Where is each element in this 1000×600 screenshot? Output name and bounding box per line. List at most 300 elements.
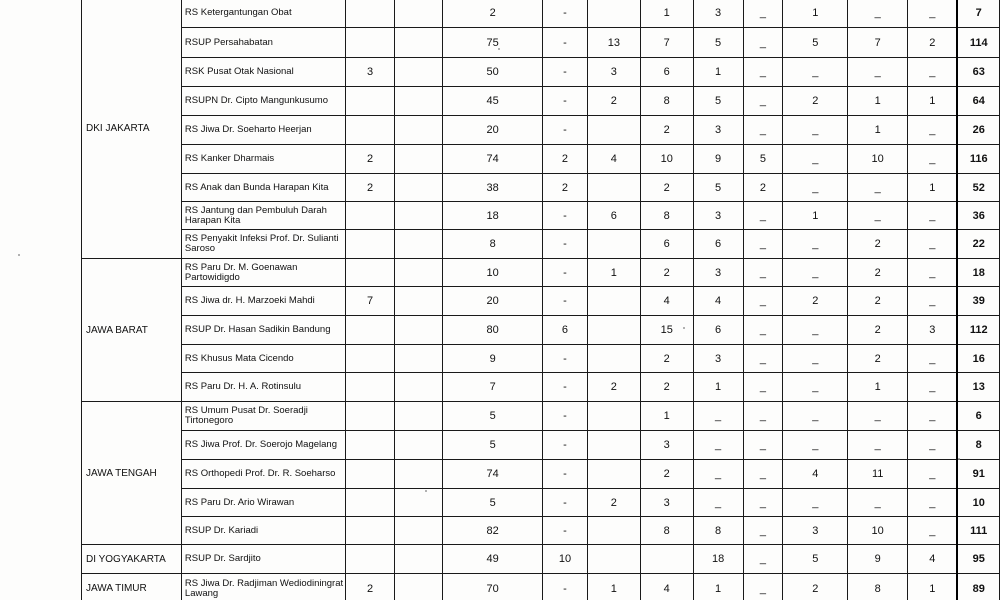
value-cell-col-1 xyxy=(345,345,395,373)
value-cell-col-11: _ xyxy=(908,230,958,259)
table-row xyxy=(82,517,1000,545)
value-cell-col-11: _ xyxy=(908,402,958,431)
value-cell-col-8: 5 xyxy=(743,145,783,174)
value-cell-col-1: 2 xyxy=(345,174,395,202)
value-cell-col-10: _ xyxy=(848,202,908,230)
total-cell: 112 xyxy=(957,316,999,345)
value-cell-col-7: _ xyxy=(693,431,743,460)
value-cell-col-3: 5 xyxy=(443,402,543,431)
value-cell-col-7: 3 xyxy=(693,202,743,230)
value-cell-col-10: _ xyxy=(848,174,908,202)
total-cell: 7 xyxy=(957,0,999,28)
value-cell-col-7: 3 xyxy=(693,345,743,373)
value-cell-col-8: _ xyxy=(743,345,783,373)
value-cell-col-7: 18 xyxy=(693,545,743,574)
value-cell-col-5: 3 xyxy=(587,58,640,87)
value-cell-col-9: 4 xyxy=(783,460,848,489)
hospital-name-cell: RS Anak dan Bunda Harapan Kita xyxy=(181,174,345,202)
value-cell-col-5 xyxy=(587,0,640,28)
value-cell-col-2 xyxy=(395,517,443,545)
value-cell-col-3: 20 xyxy=(443,287,543,316)
value-cell-col-1 xyxy=(345,431,395,460)
value-cell-col-7: _ xyxy=(693,460,743,489)
value-cell-col-1 xyxy=(345,373,395,402)
value-cell-col-9: 2 xyxy=(783,574,848,600)
value-cell-col-1: 2 xyxy=(345,145,395,174)
total-cell: 36 xyxy=(957,202,999,230)
value-cell-col-7: 8 xyxy=(693,517,743,545)
table-row xyxy=(82,345,1000,373)
hospital-name-cell: RS Penyakit Infeksi Prof. Dr. Sulianti Saroso xyxy=(181,230,345,259)
value-cell-col-9: 2 xyxy=(783,287,848,316)
value-cell-col-8: _ xyxy=(743,259,783,287)
value-cell-col-6: 7 xyxy=(640,28,693,58)
value-cell-col-6: 15 xyxy=(640,316,693,345)
hospital-name-cell: RSK Pusat Otak Nasional xyxy=(181,58,345,87)
hospital-name-cell: RSUP Dr. Kariadi xyxy=(181,517,345,545)
value-cell-col-5: 4 xyxy=(587,145,640,174)
value-cell-col-3: 50 xyxy=(443,58,543,87)
value-cell-col-1 xyxy=(345,28,395,58)
province-cell: JAWA TIMUR xyxy=(82,574,182,600)
value-cell-col-2 xyxy=(395,402,443,431)
value-cell-col-11: _ xyxy=(908,145,958,174)
value-cell-col-10: _ xyxy=(848,431,908,460)
value-cell-col-4: - xyxy=(543,402,588,431)
value-cell-col-3: 2 xyxy=(443,0,543,28)
value-cell-col-9: 1 xyxy=(783,0,848,28)
value-cell-col-3: 5 xyxy=(443,431,543,460)
scan-speck xyxy=(425,490,427,492)
value-cell-col-4: - xyxy=(543,373,588,402)
value-cell-col-8: _ xyxy=(743,28,783,58)
value-cell-col-4: - xyxy=(543,202,588,230)
value-cell-col-1 xyxy=(345,259,395,287)
table-row xyxy=(82,545,1000,574)
value-cell-col-11: _ xyxy=(908,489,958,517)
value-cell-col-5 xyxy=(587,517,640,545)
value-cell-col-2 xyxy=(395,28,443,58)
value-cell-col-7: 6 xyxy=(693,316,743,345)
hospital-name-cell: RSUP Persahabatan xyxy=(181,28,345,58)
value-cell-col-2 xyxy=(395,373,443,402)
total-cell: 114 xyxy=(957,28,999,58)
value-cell-col-4: - xyxy=(543,259,588,287)
value-cell-col-4: - xyxy=(543,58,588,87)
value-cell-col-6 xyxy=(640,545,693,574)
value-cell-col-4: 10 xyxy=(543,545,588,574)
value-cell-col-6: 1 xyxy=(640,402,693,431)
value-cell-col-11: _ xyxy=(908,345,958,373)
value-cell-col-10: 2 xyxy=(848,287,908,316)
hospital-name-cell: RS Paru Dr. H. A. Rotinsulu xyxy=(181,373,345,402)
value-cell-col-3: 10 xyxy=(443,259,543,287)
value-cell-col-1 xyxy=(345,489,395,517)
value-cell-col-5 xyxy=(587,316,640,345)
hospital-name-cell: RS Khusus Mata Cicendo xyxy=(181,345,345,373)
value-cell-col-8: _ xyxy=(743,87,783,116)
value-cell-col-6: 1 xyxy=(640,0,693,28)
value-cell-col-1: 3 xyxy=(345,58,395,87)
value-cell-col-1 xyxy=(345,230,395,259)
value-cell-col-2 xyxy=(395,58,443,87)
value-cell-col-5: 2 xyxy=(587,373,640,402)
value-cell-col-3: 7 xyxy=(443,373,543,402)
value-cell-col-11: 4 xyxy=(908,545,958,574)
value-cell-col-6: 2 xyxy=(640,259,693,287)
value-cell-col-5 xyxy=(587,345,640,373)
table-row xyxy=(82,230,1000,259)
value-cell-col-11: _ xyxy=(908,517,958,545)
value-cell-col-9: _ xyxy=(783,489,848,517)
value-cell-col-5 xyxy=(587,431,640,460)
value-cell-col-6: 8 xyxy=(640,202,693,230)
value-cell-col-7: 4 xyxy=(693,287,743,316)
table-row xyxy=(82,174,1000,202)
table-row xyxy=(82,28,1000,58)
value-cell-col-8: _ xyxy=(743,517,783,545)
value-cell-col-1 xyxy=(345,87,395,116)
value-cell-col-2 xyxy=(395,287,443,316)
value-cell-col-2 xyxy=(395,316,443,345)
province-cell: JAWA BARAT xyxy=(82,259,182,402)
value-cell-col-3: 5 xyxy=(443,489,543,517)
value-cell-col-11: _ xyxy=(908,373,958,402)
hospital-name-cell: RS Paru Dr. Ario Wirawan xyxy=(181,489,345,517)
value-cell-col-4: 6 xyxy=(543,316,588,345)
value-cell-col-5 xyxy=(587,174,640,202)
value-cell-col-2 xyxy=(395,116,443,145)
value-cell-col-1 xyxy=(345,517,395,545)
value-cell-col-11: _ xyxy=(908,287,958,316)
value-cell-col-4: 2 xyxy=(543,174,588,202)
scan-speck xyxy=(683,327,685,329)
table-row xyxy=(82,431,1000,460)
value-cell-col-2 xyxy=(395,574,443,600)
province-cell: DKI JAKARTA xyxy=(82,0,182,259)
table-row xyxy=(82,202,1000,230)
value-cell-col-3: 82 xyxy=(443,517,543,545)
value-cell-col-10: 9 xyxy=(848,545,908,574)
value-cell-col-10: 2 xyxy=(848,259,908,287)
value-cell-col-8: 2 xyxy=(743,174,783,202)
value-cell-col-6: 2 xyxy=(640,373,693,402)
value-cell-col-5: 2 xyxy=(587,87,640,116)
value-cell-col-8: _ xyxy=(743,402,783,431)
value-cell-col-3: 75 xyxy=(443,28,543,58)
total-cell: 13 xyxy=(957,373,999,402)
value-cell-col-11: 1 xyxy=(908,174,958,202)
value-cell-col-10: 1 xyxy=(848,87,908,116)
value-cell-col-3: 20 xyxy=(443,116,543,145)
value-cell-col-3: 80 xyxy=(443,316,543,345)
value-cell-col-6: 3 xyxy=(640,489,693,517)
value-cell-col-8: _ xyxy=(743,489,783,517)
value-cell-col-1 xyxy=(345,202,395,230)
value-cell-col-9: _ xyxy=(783,259,848,287)
table-row xyxy=(82,116,1000,145)
hospital-staff-table xyxy=(81,0,1000,600)
value-cell-col-8: _ xyxy=(743,574,783,600)
total-cell: 22 xyxy=(957,230,999,259)
value-cell-col-8: _ xyxy=(743,316,783,345)
table-row xyxy=(82,259,1000,287)
value-cell-col-7: 1 xyxy=(693,58,743,87)
value-cell-col-2 xyxy=(395,145,443,174)
value-cell-col-6: 2 xyxy=(640,460,693,489)
value-cell-col-3: 74 xyxy=(443,460,543,489)
value-cell-col-10: 11 xyxy=(848,460,908,489)
value-cell-col-6: 4 xyxy=(640,574,693,600)
total-cell: 10 xyxy=(957,489,999,517)
value-cell-col-9: _ xyxy=(783,174,848,202)
value-cell-col-4: - xyxy=(543,460,588,489)
hospital-name-cell: RS Umum Pusat Dr. Soeradji Tirtonegoro xyxy=(181,402,345,431)
value-cell-col-6: 10 xyxy=(640,145,693,174)
value-cell-col-1 xyxy=(345,460,395,489)
value-cell-col-5: 1 xyxy=(587,574,640,600)
value-cell-col-2 xyxy=(395,230,443,259)
value-cell-col-3: 49 xyxy=(443,545,543,574)
value-cell-col-5: 1 xyxy=(587,259,640,287)
value-cell-col-9: _ xyxy=(783,145,848,174)
value-cell-col-2 xyxy=(395,345,443,373)
hospital-name-cell: RS Orthopedi Prof. Dr. R. Soeharso xyxy=(181,460,345,489)
value-cell-col-11: _ xyxy=(908,431,958,460)
hospital-name-cell: RSUPN Dr. Cipto Mangunkusumo xyxy=(181,87,345,116)
value-cell-col-1 xyxy=(345,0,395,28)
value-cell-col-7: 3 xyxy=(693,0,743,28)
value-cell-col-7: 6 xyxy=(693,230,743,259)
value-cell-col-11: 2 xyxy=(908,28,958,58)
value-cell-col-10: 1 xyxy=(848,116,908,145)
value-cell-col-11: _ xyxy=(908,116,958,145)
value-cell-col-7: 3 xyxy=(693,259,743,287)
value-cell-col-6: 8 xyxy=(640,87,693,116)
value-cell-col-5: 2 xyxy=(587,489,640,517)
total-cell: 89 xyxy=(957,574,999,600)
value-cell-col-9: _ xyxy=(783,116,848,145)
value-cell-col-11: 1 xyxy=(908,574,958,600)
value-cell-col-6: 6 xyxy=(640,58,693,87)
value-cell-col-7: 3 xyxy=(693,116,743,145)
province-cell: DI YOGYAKARTA xyxy=(82,545,182,574)
value-cell-col-8: _ xyxy=(743,431,783,460)
value-cell-col-3: 45 xyxy=(443,87,543,116)
value-cell-col-2 xyxy=(395,259,443,287)
value-cell-col-1 xyxy=(345,545,395,574)
value-cell-col-5 xyxy=(587,545,640,574)
value-cell-col-4: 2 xyxy=(543,145,588,174)
value-cell-col-10: 2 xyxy=(848,316,908,345)
value-cell-col-7: 9 xyxy=(693,145,743,174)
scan-speck xyxy=(958,458,960,460)
total-cell: 8 xyxy=(957,431,999,460)
value-cell-col-11: _ xyxy=(908,460,958,489)
value-cell-col-4: - xyxy=(543,28,588,58)
value-cell-col-2 xyxy=(395,489,443,517)
table-row xyxy=(82,0,1000,28)
value-cell-col-2 xyxy=(395,431,443,460)
table-row xyxy=(82,316,1000,345)
value-cell-col-11: _ xyxy=(908,202,958,230)
value-cell-col-3: 70 xyxy=(443,574,543,600)
value-cell-col-1 xyxy=(345,116,395,145)
value-cell-col-3: 38 xyxy=(443,174,543,202)
value-cell-col-7: 5 xyxy=(693,174,743,202)
value-cell-col-5: 6 xyxy=(587,202,640,230)
value-cell-col-4: - xyxy=(543,517,588,545)
value-cell-col-2 xyxy=(395,174,443,202)
value-cell-col-8: _ xyxy=(743,373,783,402)
scan-speck xyxy=(18,254,20,256)
value-cell-col-9: 1 xyxy=(783,202,848,230)
value-cell-col-7: 1 xyxy=(693,574,743,600)
value-cell-col-11: _ xyxy=(908,0,958,28)
hospital-name-cell: RS Jiwa dr. H. Marzoeki Mahdi xyxy=(181,287,345,316)
value-cell-col-11: 1 xyxy=(908,87,958,116)
value-cell-col-5 xyxy=(587,287,640,316)
value-cell-col-5 xyxy=(587,116,640,145)
value-cell-col-10: _ xyxy=(848,58,908,87)
table-row xyxy=(82,145,1000,174)
value-cell-col-7: _ xyxy=(693,402,743,431)
table-row xyxy=(82,58,1000,87)
value-cell-col-9: 2 xyxy=(783,87,848,116)
value-cell-col-9: _ xyxy=(783,230,848,259)
total-cell: 116 xyxy=(957,145,999,174)
value-cell-col-10: _ xyxy=(848,0,908,28)
value-cell-col-4: - xyxy=(543,489,588,517)
value-cell-col-8: _ xyxy=(743,460,783,489)
value-cell-col-3: 74 xyxy=(443,145,543,174)
value-cell-col-8: _ xyxy=(743,58,783,87)
value-cell-col-5 xyxy=(587,230,640,259)
value-cell-col-8: _ xyxy=(743,202,783,230)
total-cell: 64 xyxy=(957,87,999,116)
total-cell: 63 xyxy=(957,58,999,87)
value-cell-col-4: - xyxy=(543,0,588,28)
value-cell-col-1 xyxy=(345,402,395,431)
value-cell-col-7: 5 xyxy=(693,87,743,116)
value-cell-col-6: 6 xyxy=(640,230,693,259)
hospital-name-cell: RS Ketergantungan Obat xyxy=(181,0,345,28)
value-cell-col-1 xyxy=(345,316,395,345)
table-row xyxy=(82,460,1000,489)
total-cell: 26 xyxy=(957,116,999,145)
value-cell-col-5 xyxy=(587,460,640,489)
value-cell-col-8: _ xyxy=(743,0,783,28)
value-cell-col-10: _ xyxy=(848,489,908,517)
value-cell-col-9: _ xyxy=(783,373,848,402)
value-cell-col-3: 8 xyxy=(443,230,543,259)
value-cell-col-2 xyxy=(395,87,443,116)
hospital-name-cell: RS Kanker Dharmais xyxy=(181,145,345,174)
value-cell-col-9: _ xyxy=(783,316,848,345)
value-cell-col-5: 13 xyxy=(587,28,640,58)
value-cell-col-6: 2 xyxy=(640,116,693,145)
value-cell-col-6: 2 xyxy=(640,174,693,202)
value-cell-col-4: - xyxy=(543,87,588,116)
hospital-name-cell: RS Paru Dr. M. Goenawan Partowidigdo xyxy=(181,259,345,287)
value-cell-col-4: - xyxy=(543,287,588,316)
value-cell-col-6: 3 xyxy=(640,431,693,460)
value-cell-col-7: 1 xyxy=(693,373,743,402)
table-row xyxy=(82,574,1000,600)
hospital-name-cell: RS Jiwa Dr. Radjiman Wediodiningrat Lawang xyxy=(181,574,345,600)
value-cell-col-10: 2 xyxy=(848,345,908,373)
value-cell-col-8: _ xyxy=(743,116,783,145)
value-cell-col-11: _ xyxy=(908,259,958,287)
value-cell-col-11: 3 xyxy=(908,316,958,345)
total-cell: 18 xyxy=(957,259,999,287)
province-cell: JAWA TENGAH xyxy=(82,402,182,545)
value-cell-col-11: _ xyxy=(908,58,958,87)
total-cell: 95 xyxy=(957,545,999,574)
value-cell-col-4: - xyxy=(543,230,588,259)
scan-speck xyxy=(498,48,500,50)
value-cell-col-1: 7 xyxy=(345,287,395,316)
table-row xyxy=(82,287,1000,316)
table-row xyxy=(82,489,1000,517)
value-cell-col-1: 2 xyxy=(345,574,395,600)
value-cell-col-9: 3 xyxy=(783,517,848,545)
hospital-name-cell: RSUP Dr. Hasan Sadikin Bandung xyxy=(181,316,345,345)
value-cell-col-3: 18 xyxy=(443,202,543,230)
value-cell-col-10: 8 xyxy=(848,574,908,600)
value-cell-col-6: 8 xyxy=(640,517,693,545)
value-cell-col-4: - xyxy=(543,574,588,600)
hospital-name-cell: RSUP Dr. Sardjito xyxy=(181,545,345,574)
value-cell-col-2 xyxy=(395,460,443,489)
value-cell-col-7: 5 xyxy=(693,28,743,58)
value-cell-col-10: 10 xyxy=(848,517,908,545)
value-cell-col-3: 9 xyxy=(443,345,543,373)
value-cell-col-2 xyxy=(395,0,443,28)
value-cell-col-6: 2 xyxy=(640,345,693,373)
value-cell-col-8: _ xyxy=(743,545,783,574)
value-cell-col-9: 5 xyxy=(783,545,848,574)
value-cell-col-10: 2 xyxy=(848,230,908,259)
value-cell-col-2 xyxy=(395,202,443,230)
table-row xyxy=(82,373,1000,402)
hospital-name-cell: RS Jiwa Dr. Soeharto Heerjan xyxy=(181,116,345,145)
value-cell-col-4: - xyxy=(543,431,588,460)
table-row xyxy=(82,87,1000,116)
total-cell: 39 xyxy=(957,287,999,316)
value-cell-col-9: _ xyxy=(783,345,848,373)
total-cell: 91 xyxy=(957,460,999,489)
value-cell-col-10: 10 xyxy=(848,145,908,174)
value-cell-col-4: - xyxy=(543,345,588,373)
table-row xyxy=(82,402,1000,431)
value-cell-col-9: 5 xyxy=(783,28,848,58)
value-cell-col-6: 4 xyxy=(640,287,693,316)
value-cell-col-10: 7 xyxy=(848,28,908,58)
value-cell-col-8: _ xyxy=(743,287,783,316)
value-cell-col-7: _ xyxy=(693,489,743,517)
value-cell-col-9: _ xyxy=(783,58,848,87)
value-cell-col-4: - xyxy=(543,116,588,145)
total-cell: 6 xyxy=(957,402,999,431)
hospital-name-cell: RS Jiwa Prof. Dr. Soerojo Magelang xyxy=(181,431,345,460)
value-cell-col-9: _ xyxy=(783,431,848,460)
total-cell: 16 xyxy=(957,345,999,373)
total-cell: 52 xyxy=(957,174,999,202)
hospital-name-cell: RS Jantung dan Pembuluh Darah Harapan Kita xyxy=(181,202,345,230)
value-cell-col-2 xyxy=(395,545,443,574)
total-cell: 111 xyxy=(957,517,999,545)
